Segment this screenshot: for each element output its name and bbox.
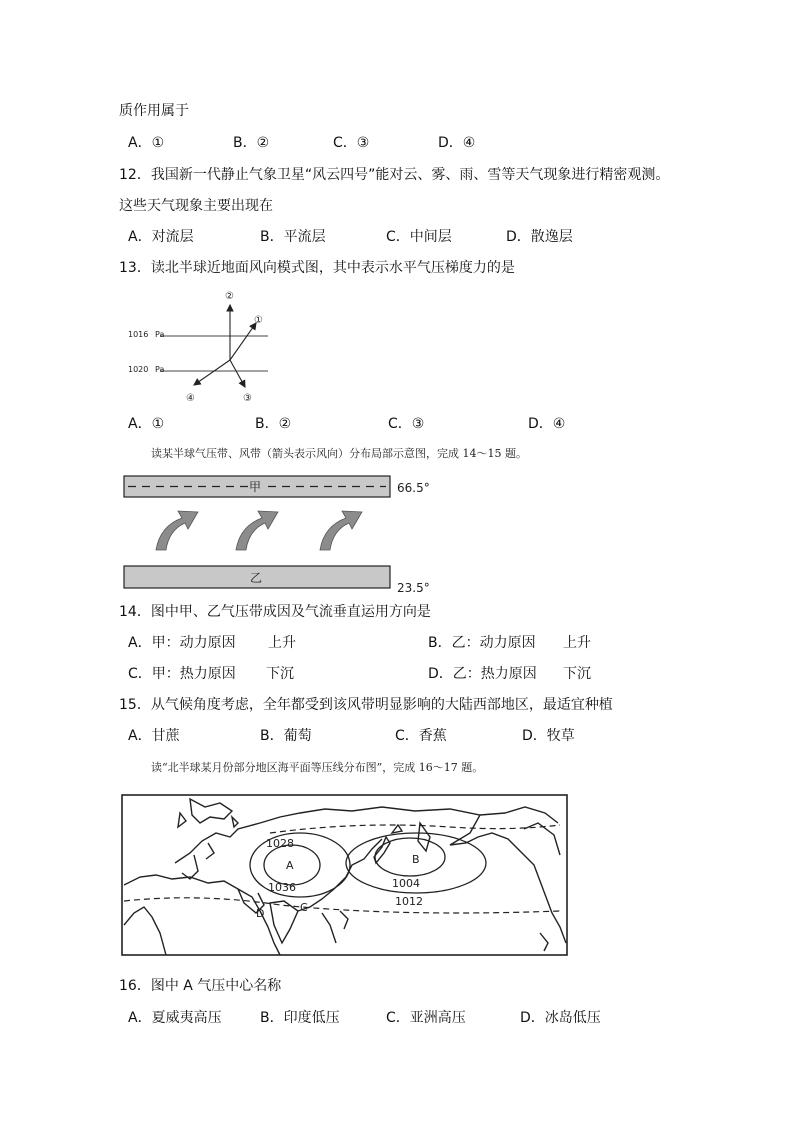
- q14-stem: 14．图中甲、乙气压带成因及气流垂直运用方向是: [119, 604, 431, 620]
- q14-option-c-label[interactable]: C．甲：热力原因: [128, 666, 236, 682]
- q11-option-a[interactable]: A．①: [128, 135, 165, 151]
- q13-option-a[interactable]: A．①: [128, 416, 165, 432]
- arrow-1-label: ①: [254, 315, 263, 326]
- isobar-1028-label: 1028: [266, 837, 294, 850]
- intro-14-15: 读某半球气压带、风带（箭头表示风向）分布局部示意图，完成 14～15 题。: [151, 447, 527, 460]
- belt-jia-label: 甲: [249, 480, 262, 494]
- map-frame: [122, 795, 567, 955]
- isobar-map: [120, 793, 570, 958]
- q16-stem: 16．图中 A 气压中心名称: [119, 978, 282, 994]
- isobar-1036-label: 1036: [268, 881, 296, 894]
- isobar-1020-label: 1020: [128, 365, 149, 374]
- q15-option-c[interactable]: C．香蕉: [395, 728, 447, 744]
- pressure-belt-diagram: [120, 470, 440, 595]
- q11-stem-tail: 质作用属于: [119, 103, 189, 119]
- isobar-1016-label: 1016: [128, 330, 149, 339]
- center-C-label: C: [300, 901, 308, 914]
- q14-option-a-value: 上升: [268, 635, 296, 651]
- isobar-1004-label: 1004: [392, 877, 420, 890]
- q11-option-c[interactable]: C．③: [333, 135, 370, 151]
- q14-option-b-label[interactable]: B．乙：动力原因: [428, 635, 536, 651]
- q12-stem-line2: 这些天气现象主要出现在: [119, 198, 273, 214]
- q13-stem: 13．读北半球近地面风向模式图，其中表示水平气压梯度力的是: [119, 260, 515, 276]
- q14-option-d-label[interactable]: D．乙：热力原因: [428, 666, 537, 682]
- q11-option-d[interactable]: D．④: [438, 135, 476, 151]
- q13-option-b[interactable]: B．②: [255, 416, 292, 432]
- isobar-1012-label: 1012: [395, 895, 423, 908]
- q15-stem: 15．从气候角度考虑，全年都受到该风带明显影响的大陆西部地区，最适宜种植: [119, 697, 613, 713]
- q16-option-c[interactable]: C．亚洲高压: [386, 1010, 466, 1026]
- isobar-1020-unit: Pa: [155, 365, 165, 374]
- lat-23-5-label: 23.5°: [397, 581, 430, 595]
- arrow-4-label: ④: [186, 393, 195, 404]
- q15-option-d[interactable]: D．牧草: [522, 728, 575, 744]
- q16-option-d[interactable]: D．冰岛低压: [520, 1010, 601, 1026]
- q12-option-d[interactable]: D．散逸层: [506, 229, 573, 245]
- q14-option-a-label[interactable]: A．甲：动力原因: [128, 635, 236, 651]
- belt-yi-label: 乙: [250, 571, 263, 585]
- wind-arrow-3: [320, 511, 362, 550]
- q11-option-b[interactable]: B．②: [233, 135, 270, 151]
- arrow-4: [194, 360, 230, 385]
- q14-option-d-value: 下沉: [563, 666, 591, 682]
- wind-direction-diagram: [120, 285, 280, 405]
- arrow-3-label: ③: [243, 393, 252, 404]
- q12-option-c[interactable]: C．中间层: [386, 229, 452, 245]
- center-A-label: A: [286, 859, 294, 872]
- center-D-label: D: [256, 907, 265, 920]
- q16-option-b[interactable]: B．印度低压: [260, 1010, 340, 1026]
- arrow-1: [230, 323, 256, 360]
- q14-option-c-value: 下沉: [266, 666, 294, 682]
- q15-option-b[interactable]: B．葡萄: [260, 728, 312, 744]
- wind-arrow-2: [236, 511, 278, 550]
- wind-arrow-1: [156, 511, 198, 550]
- lat-66-5-label: 66.5°: [397, 481, 430, 495]
- arrow-2-label: ②: [225, 291, 234, 302]
- q13-option-c[interactable]: C．③: [388, 416, 425, 432]
- arrow-3: [230, 360, 245, 387]
- q13-option-d[interactable]: D．④: [528, 416, 566, 432]
- intro-16-17: 读“北半球某月份部分地区海平面等压线分布图”，完成 16～17 题。: [151, 761, 484, 774]
- q15-option-a[interactable]: A．甘蔗: [128, 728, 180, 744]
- isobar-1016-unit: Pa: [155, 330, 165, 339]
- q12-option-a[interactable]: A．对流层: [128, 229, 194, 245]
- q12-stem-line1: 12．我国新一代静止气象卫星“风云四号”能对云、雾、雨、雪等天气现象进行精密观测。: [119, 167, 670, 183]
- q16-option-a[interactable]: A．夏威夷高压: [128, 1010, 222, 1026]
- q12-option-b[interactable]: B．平流层: [260, 229, 326, 245]
- q14-option-b-value: 上升: [563, 635, 591, 651]
- center-B-label: B: [412, 853, 420, 866]
